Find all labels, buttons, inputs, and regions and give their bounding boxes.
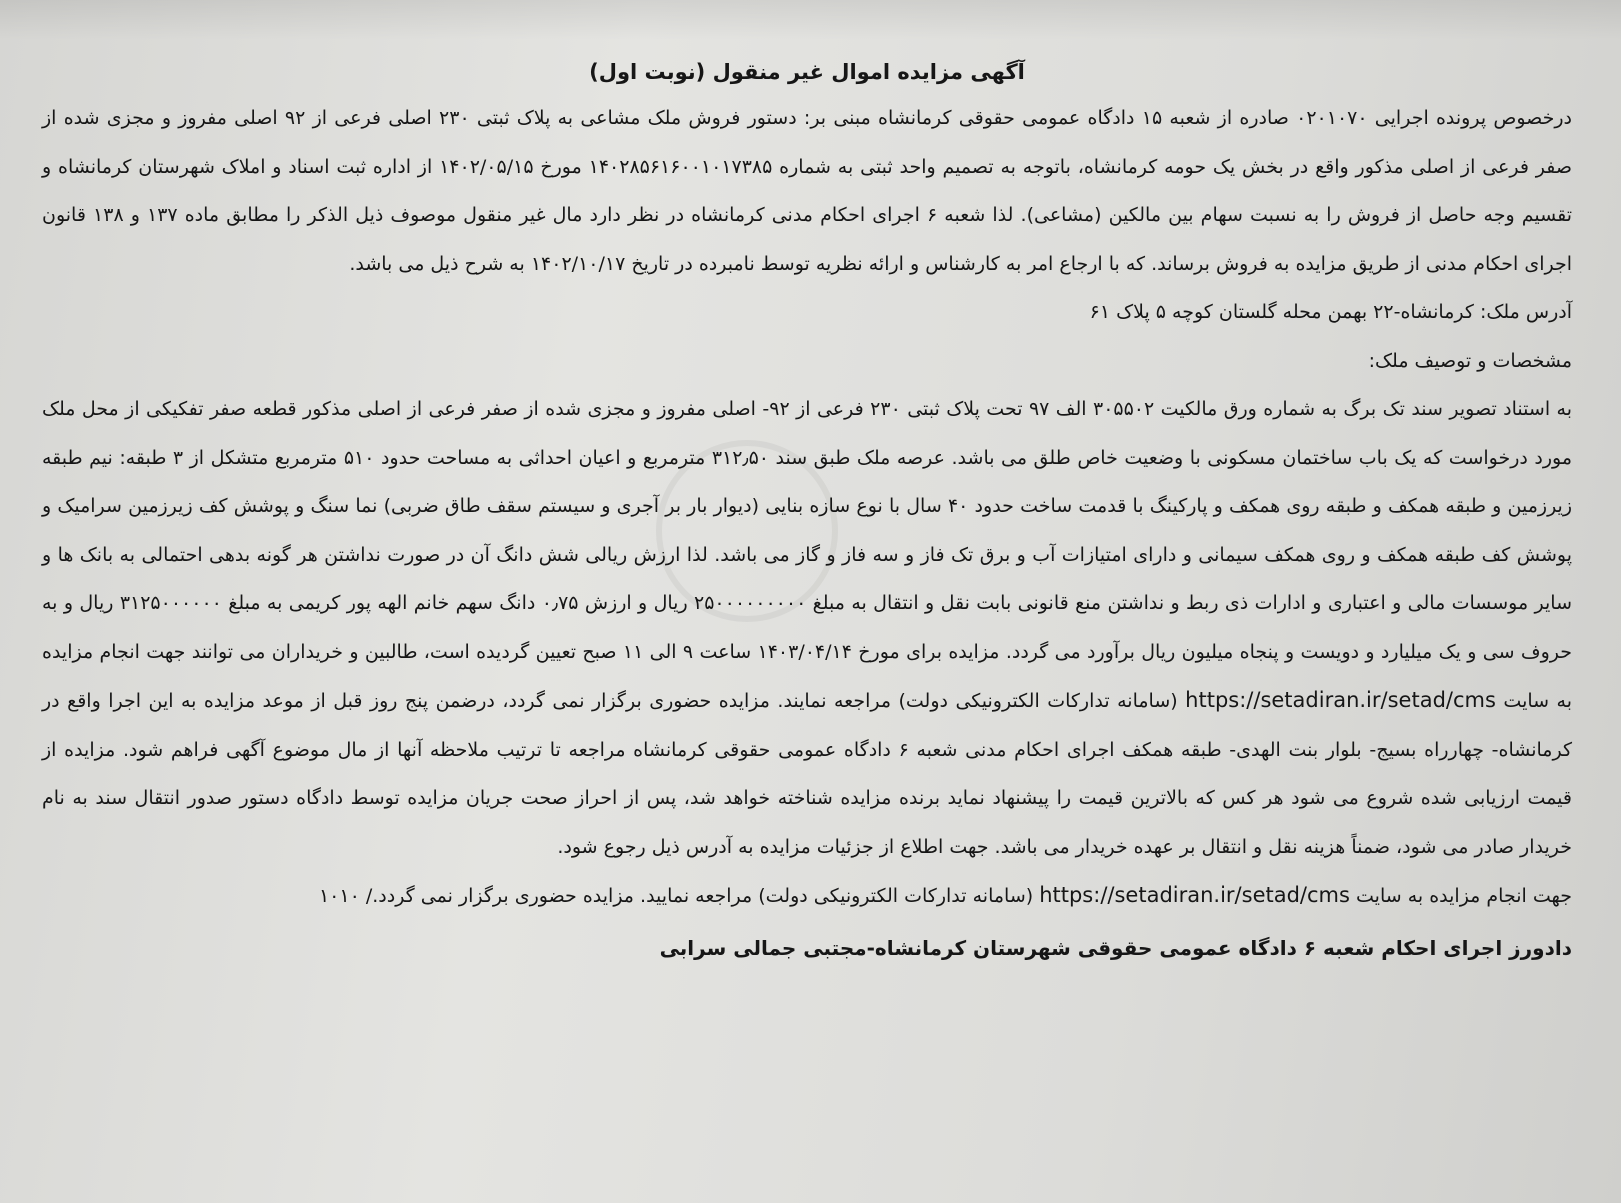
page-shadow: [0, 0, 1621, 40]
footer-setad-link[interactable]: https://setadiran.ir/setad/cms: [1039, 883, 1350, 907]
auction-notice: [42, 52, 1572, 971]
property-address: آدرس ملک: کرمانشاه-۲۲ بهمن محله گلستان کوچه ۵ پلاک ۶۱: [1089, 301, 1572, 323]
setad-link[interactable]: https://setadiran.ir/setad/cms: [1185, 688, 1496, 712]
footer-suffix: (سامانه تدارکات الکترونیکی دولت) مراجعه نمایید. مزایده حضوری برگزار نمی گردد./ ۱۰۱۰: [318, 885, 1034, 907]
description-part-1: به استناد تصویر سند تک برگ به شماره ورق مالکیت ۳۰۵۵۰۲ الف ۹۷ تحت پلاک ثبتی ۲۳۰ فرعی از ۹۲- اصلی مفروز و مجزی شده از صفر فرعی از اصلی مذکور قطعه صفر تفکیکی از محل ملک مورد درخواست که یک باب ساختمان مسکونی با وضعیت خاص طلق می باشد. عرصه ملک طبق سند ۳۱۲٫۵۰ مترمربع و اعیان احداثی به مساحت حدود ۵۱۰ مترمربع متشکل از ۳ طبقه: نیم طبقه زیرزمین و طبقه همکف و طبقه روی همکف و پارکینگ با قدمت ساخت حدود ۴۰ سال با نوع سازه بنایی (دیوار بار بر آجری و سیستم سقف طاق ضربی) نما سنگ و پوشش کف زیرزمین سرامیک و پوشش کف طبقه همکف و روی همکف سیمانی و دارای امتیازات آب و برق تک فاز و سه فاز و گاز می باشد. لذا ارزش ریالی شش دانگ آن در صورت نداشتن هر گونه بدهی احتمالی به بانک ها و سایر موسسات مالی و اعتباری و ادارات ذی ربط و نداشتن منع قانونی بابت نقل و انتقال به مبلغ ۲۵۰۰۰۰۰۰۰۰۰ ریال و ارزش ۰٫۷۵ دانگ سهم خانم الهه پور کریمی به مبلغ ۳۱۲۵۰۰۰۰۰۰ ریال و به حروف سی و یک میلیارد و دویست و پنجاه میلیون ریال برآورد می گردد. مزایده برای مورخ ۱۴۰۳/۰۴/۱۴ ساعت ۹ الی ۱۱ صبح تعیین گردیده است، طالبین و خریداران می توانند جهت انجام مزایده به سایت: [42, 398, 1573, 712]
signature: دادورز اجرای احکام شعبه ۶ دادگاه عمومی حقوقی شهرستان کرمانشاه-مجتبی جمالی سرابی: [659, 935, 1572, 960]
specs-heading: مشخصات و توصیف ملک:: [1368, 349, 1572, 372]
description-paragraph: [42, 385, 1572, 871]
intro-paragraph: درخصوص پرونده اجرایی ۰۲۰۱۰۷۰ صادره از شعبه ۱۵ دادگاه عمومی حقوقی کرمانشاه مبنی بر: دستور فروش ملک مشاعی به پلاک ثبتی ۲۳۰ اصلی فرعی از ۹۲ اصلی مفروز و مجزی شده از صفر فرعی از اصلی مذکور واقع در بخش یک حومه کرمانشاه، باتوجه به تصمیم واحد ثبتی به شماره ۱۴۰۲۸۵۶۱۶۰۰۱۰۱۷۳۸۵ مورخ ۱۴۰۲/۰۵/۱۵ از اداره ثبت اسناد و املاک شهرستان کرمانشاه و تقسیم وجه حاصل از فروش را به نسبت سهام بین مالکین (مشاعی). لذا شعبه ۶ اجرای احکام مدنی کرمانشاه در نظر دارد مال غیر منقول موصوف ذیل الذکر را مطابق ماده ۱۳۷ و ۱۳۸ قانون اجرای احکام مدنی از طریق مزایده به فروش برساند. که با ارجاع امر به کارشناس و ارائه نظریه توسط نامبرده در تاریخ ۱۴۰۲/۱۰/۱۷ به شرح ذیل می باشد.: [42, 107, 1573, 275]
footer-line: [42, 871, 1572, 921]
description-part-2: (سامانه تدارکات الکترونیکی دولت) مراجعه نمایند. مزایده حضوری برگزار نمی گردد، درضمن پنج روز قبل از موعد مزایده به این اجرا واقع در کرمانشاه- چهارراه بسیج- بلوار بنت الهدی- طبقه همکف اجرای احکام مدنی شعبه ۶ دادگاه عمومی حقوقی کرمانشاه مراجعه تا ترتیب ملاحظه آنها از مال موضوع آگهی فراهم شود. مزایده از قیمت ارزیابی شده شروع می شود هر کس که بالاترین قیمت را پیشنهاد نماید برنده مزایده شناخته خواهد شد، پس از احراز صحت جریان مزایده توسط دادگاه دستور صدور انتقال سند به نام خریدار صادر می شود، ضمناً هزینه نقل و انتقال بر عهده خریدار می باشد. جهت اطلاع از جزئیات مزایده به آدرس ذیل رجوع شود.: [42, 690, 1573, 858]
notice-title: آگهی مزایده اموال غیر منقول (نوبت اول): [589, 60, 1025, 84]
footer-prefix: جهت انجام مزایده به سایت: [1356, 885, 1572, 907]
